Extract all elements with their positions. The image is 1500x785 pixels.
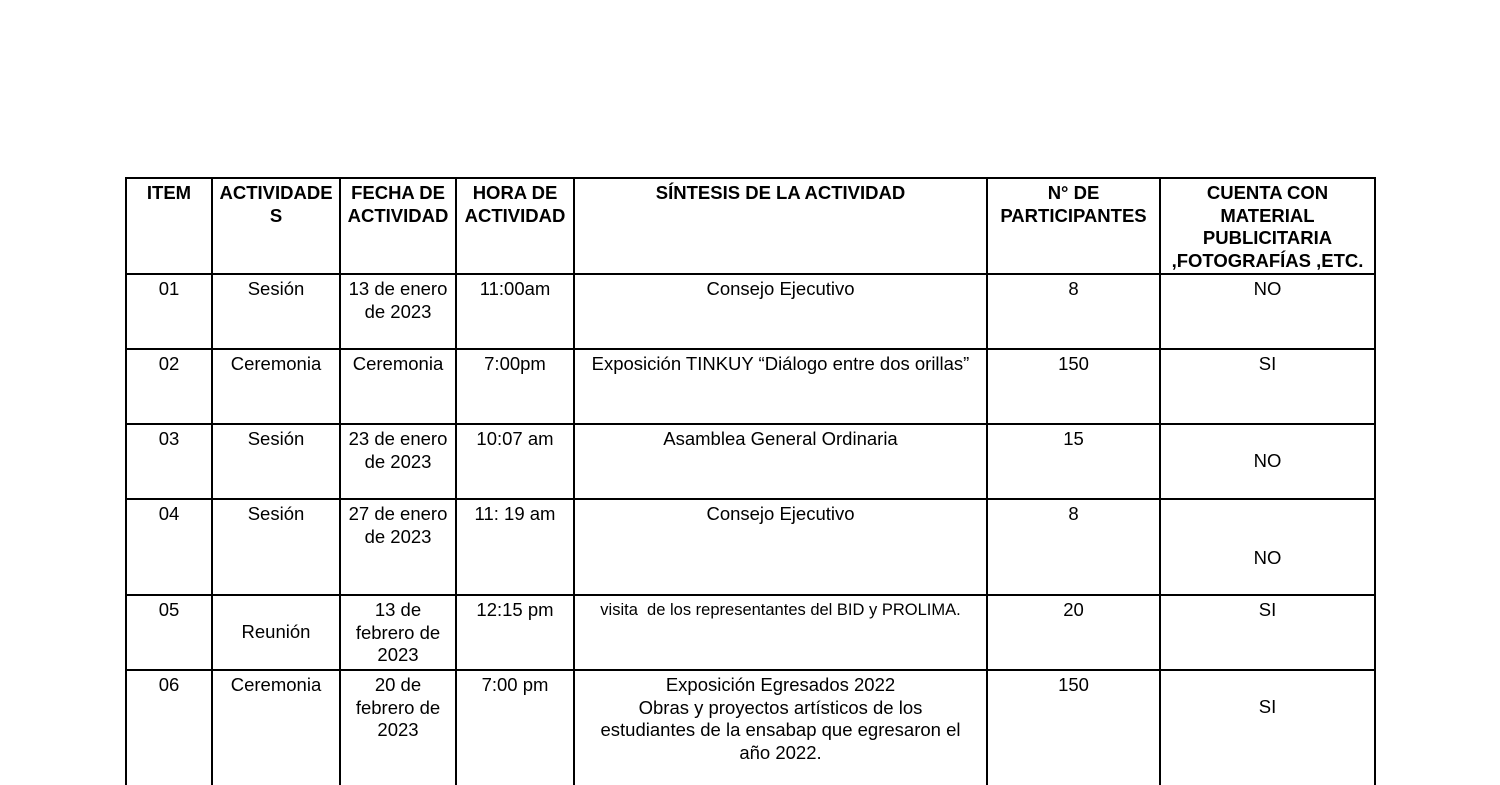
activities-table: [125, 177, 1376, 785]
header-item: [126, 178, 212, 274]
cell-actividad: Ceremonia: [212, 670, 340, 785]
cell-material: [1160, 499, 1375, 595]
cell-hora: 7:00pm: [456, 349, 574, 424]
fecha-line: 27 de enero: [348, 503, 448, 524]
sintesis-line: Exposición Egresados 2022: [665, 674, 896, 695]
fecha-line: de 2023: [364, 525, 432, 547]
table-row: [126, 595, 1375, 670]
cell-participantes: 20: [987, 595, 1160, 670]
sintesis-line: Consejo Ejecutivo: [706, 278, 855, 299]
header-participantes-line-2: PARTICIPANTES: [1000, 204, 1147, 226]
cell-item: 04: [126, 499, 212, 595]
table-row: [126, 670, 1375, 785]
header-sintesis: [574, 178, 987, 274]
table-row: [126, 349, 1375, 424]
sintesis-line: estudiantes de la ensabap que egresaron el: [600, 719, 961, 740]
header-material-line-2: MATERIAL: [1220, 204, 1315, 226]
actividad-value: Reunión: [241, 621, 311, 642]
material-value: NO: [1253, 450, 1282, 471]
cell-item: 01: [126, 274, 212, 349]
cell-fecha: [340, 670, 456, 785]
sintesis-line: año 2022.: [739, 741, 822, 763]
cell-participantes: 8: [987, 274, 1160, 349]
cell-participantes: 150: [987, 670, 1160, 785]
cell-hora: 12:15 pm: [456, 595, 574, 670]
cell-hora: 10:07 am: [456, 424, 574, 499]
cell-item: 06: [126, 670, 212, 785]
table-row: [126, 274, 1375, 349]
header-hora: [456, 178, 574, 274]
header-hora-line-1: HORA DE: [472, 182, 558, 203]
header-actividades: [212, 178, 340, 274]
table-row: [126, 499, 1375, 595]
cell-sintesis: [574, 595, 987, 670]
header-material-line-1: CUENTA CON: [1206, 182, 1329, 203]
header-material-line-4: ,FOTOGRAFÍAS ,ETC.: [1171, 249, 1364, 271]
fecha-line: 2023: [377, 644, 419, 665]
cell-actividad: [212, 595, 340, 670]
fecha-line: 23 de enero: [348, 428, 448, 449]
header-item-label: ITEM: [146, 182, 192, 203]
cell-actividad: Ceremonia: [212, 349, 340, 424]
table-row: [126, 424, 1375, 499]
cell-fecha: [340, 349, 456, 424]
cell-participantes: 15: [987, 424, 1160, 499]
header-hora-line-2: ACTIVIDAD: [464, 204, 566, 226]
header-material-line-3: PUBLICITARIA: [1202, 227, 1333, 248]
fecha-line: 20 de: [374, 674, 422, 695]
cell-fecha: [340, 274, 456, 349]
cell-actividad: Sesión: [212, 274, 340, 349]
cell-fecha: [340, 499, 456, 595]
sintesis-line: Obras y proyectos artísticos de los: [638, 696, 923, 718]
header-actividades-line-1: ACTIVIDADE: [219, 182, 333, 203]
cell-hora: 11:00am: [456, 274, 574, 349]
fecha-line: de 2023: [364, 450, 432, 472]
material-value: NO: [1253, 547, 1282, 568]
cell-item: 03: [126, 424, 212, 499]
cell-material: [1160, 670, 1375, 785]
header-sintesis-label: SÍNTESIS DE LA ACTIVIDAD: [655, 182, 906, 203]
fecha-line: 13 de: [374, 599, 422, 620]
cell-item: 02: [126, 349, 212, 424]
cell-participantes: 8: [987, 499, 1160, 595]
cell-sintesis: [574, 349, 987, 424]
header-participantes-line-1: N° DE: [1047, 182, 1100, 203]
cell-material: [1160, 424, 1375, 499]
header-actividades-line-2: S: [269, 204, 283, 226]
fecha-line: 13 de enero: [348, 278, 448, 299]
header-fecha-line-2: ACTIVIDAD: [347, 204, 449, 226]
sintesis-line: Exposición TINKUY “Diálogo entre dos orillas”: [591, 353, 970, 374]
sintesis-line: visita de los representantes del BID y PROLIMA.: [600, 601, 961, 619]
fecha-line: de 2023: [364, 300, 432, 322]
cell-fecha: [340, 424, 456, 499]
cell-participantes: 150: [987, 349, 1160, 424]
cell-hora: 7:00 pm: [456, 670, 574, 785]
header-fecha-line-1: FECHA DE: [351, 182, 445, 203]
fecha-line: Ceremonia: [352, 353, 444, 374]
header-fecha: [340, 178, 456, 274]
cell-material: SI: [1160, 349, 1375, 424]
fecha-line: febrero de: [355, 621, 441, 643]
header-participantes: [987, 178, 1160, 274]
cell-sintesis: [574, 274, 987, 349]
cell-sintesis: [574, 499, 987, 595]
cell-hora: 11: 19 am: [456, 499, 574, 595]
header-row: [126, 178, 1375, 274]
fecha-line: febrero de: [355, 696, 441, 718]
cell-item: 05: [126, 595, 212, 670]
sintesis-line: Consejo Ejecutivo: [706, 503, 855, 524]
header-material: [1160, 178, 1375, 274]
material-value: SI: [1258, 696, 1277, 717]
cell-material: NO: [1160, 274, 1375, 349]
cell-actividad: Sesión: [212, 424, 340, 499]
fecha-line: 2023: [377, 719, 419, 740]
cell-sintesis: [574, 424, 987, 499]
sintesis-line: Asamblea General Ordinaria: [663, 428, 898, 449]
cell-actividad: Sesión: [212, 499, 340, 595]
cell-material: SI: [1160, 595, 1375, 670]
cell-sintesis: [574, 670, 987, 785]
cell-fecha: [340, 595, 456, 670]
